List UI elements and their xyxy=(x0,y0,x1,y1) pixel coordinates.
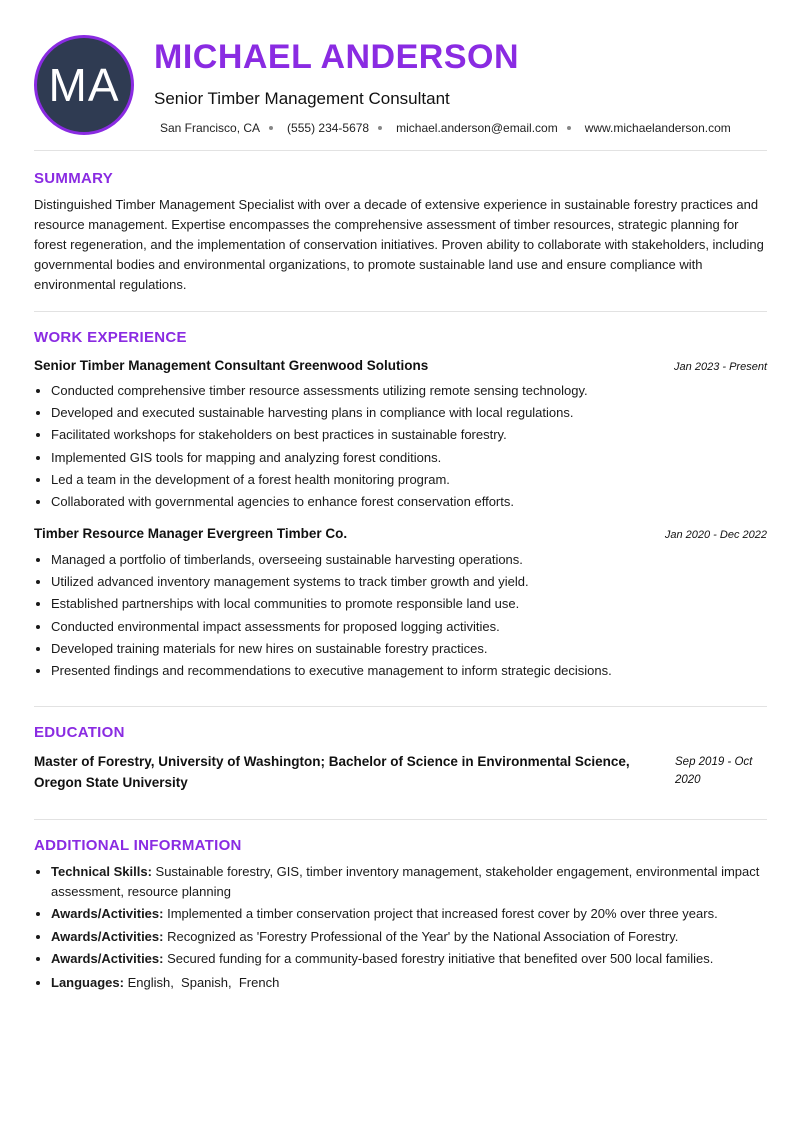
list-item: • Developed and executed sustainable harvesting plans in compliance with local regulations. xyxy=(51,402,784,424)
list-item: • Conducted environmental impact assessments for proposed logging activities. xyxy=(51,616,784,638)
item-label: Languages: xyxy=(51,974,124,990)
contact-bar xyxy=(160,120,731,136)
list-item: • Managed a portfolio of timberlands, overseeing sustainable harvesting operations. xyxy=(51,549,784,571)
divider xyxy=(34,819,767,820)
section-title-summary: SUMMARY xyxy=(34,170,114,187)
job-dates: Jan 2020 - Dec 2022 xyxy=(664,529,767,541)
section-title-additional: ADDITIONAL INFORMATION xyxy=(34,837,242,854)
item-text: Implemented a timber conservation project that increased forest cover by 20% over three years. xyxy=(163,906,718,921)
list-item: • Collaborated with governmental agencies to enhance forest conservation efforts. xyxy=(51,491,784,513)
education-dates: Sep 2019 - Oct 2020 xyxy=(675,756,753,786)
summary-text: Distinguished Timber Management Specialist with over a decade of extensive experience in sustainable forestry practices and resource management. Expertise encompasses the comprehensive assessment of timber resources, strategic planning for forest regeneration, and the implementation of conservation initiatives. Proven ability to collaborate with stakeholders, including governmental bodies and environmental organizations, to promote sustainable land use and ensure compliance with environmental regulations. xyxy=(34,197,764,292)
contact-email[interactable]: michael.anderson@email.com xyxy=(396,121,558,135)
avatar xyxy=(34,35,134,135)
contact-phone: (555) 234-5678 xyxy=(287,121,370,135)
job-title: Senior Timber Management Consultant Greenwood Solutions xyxy=(34,358,429,373)
divider xyxy=(34,706,767,707)
list-item: • Developed training materials for new hires on sustainable forestry practices. xyxy=(51,638,784,660)
candidate-role: Senior Timber Management Consultant xyxy=(154,89,450,108)
separator-dot xyxy=(269,126,273,130)
list-item xyxy=(51,904,784,924)
section-title-education: EDUCATION xyxy=(34,724,125,741)
education-degree: Master of Forestry, University of Washington; Bachelor of Science in Environmental Science, Oregon State University xyxy=(34,754,630,790)
item-label: Awards/Activities: xyxy=(51,951,164,966)
item-text: English, Spanish, French xyxy=(123,974,280,990)
job-bullets xyxy=(34,549,784,682)
item-label: Awards/Activities: xyxy=(51,906,164,921)
job-header xyxy=(34,358,767,373)
job-header xyxy=(34,526,767,541)
additional-list xyxy=(34,862,784,995)
list-item: • Utilized advanced inventory management systems to track timber growth and yield. xyxy=(51,571,784,593)
item-text: Sustainable forestry, GIS, timber inventory management, stakeholder engagement, environmental impact assessment, resource planning xyxy=(51,864,760,899)
section-title-experience: WORK EXPERIENCE xyxy=(34,329,187,346)
divider xyxy=(34,150,767,151)
job-title: Timber Resource Manager Evergreen Timber Co. xyxy=(34,526,348,541)
job-bullets xyxy=(34,380,784,513)
list-item xyxy=(51,862,784,901)
item-text: Secured funding for a community-based forestry initiative that benefited over 500 local families. xyxy=(163,951,714,966)
contact-website[interactable]: www.michaelanderson.com xyxy=(584,121,731,135)
list-item: • Established partnerships with local communities to promote responsible land use. xyxy=(51,593,784,615)
list-item xyxy=(51,949,784,969)
education-entry xyxy=(34,751,767,793)
separator-dot xyxy=(567,126,571,130)
item-text: Recognized as 'Forestry Professional of the Year' by the National Association of Forestry. xyxy=(163,928,679,944)
list-item: • Facilitated workshops for stakeholders on best practices in sustainable forestry. xyxy=(51,424,784,446)
list-item: • Conducted comprehensive timber resource assessments utilizing remote sensing technology. xyxy=(51,380,784,402)
separator-dot xyxy=(378,126,382,130)
contact-location: San Francisco, CA xyxy=(160,121,261,135)
item-label: Technical Skills: xyxy=(51,864,152,879)
list-item: • Implemented GIS tools for mapping and analyzing forest conditions. xyxy=(51,447,784,469)
list-item: • Presented findings and recommendations to executive management to inform strategic decisions. xyxy=(51,660,784,682)
job-dates: Jan 2023 - Present xyxy=(674,361,767,373)
item-label: Awards/Activities: xyxy=(51,928,164,944)
list-item: • Led a team in the development of a forest health monitoring program. xyxy=(51,469,784,491)
list-item xyxy=(51,927,784,947)
avatar-initials: MA xyxy=(48,59,120,111)
list-item xyxy=(51,973,784,993)
candidate-name: MICHAEL ANDERSON xyxy=(154,38,520,76)
divider xyxy=(34,311,767,312)
